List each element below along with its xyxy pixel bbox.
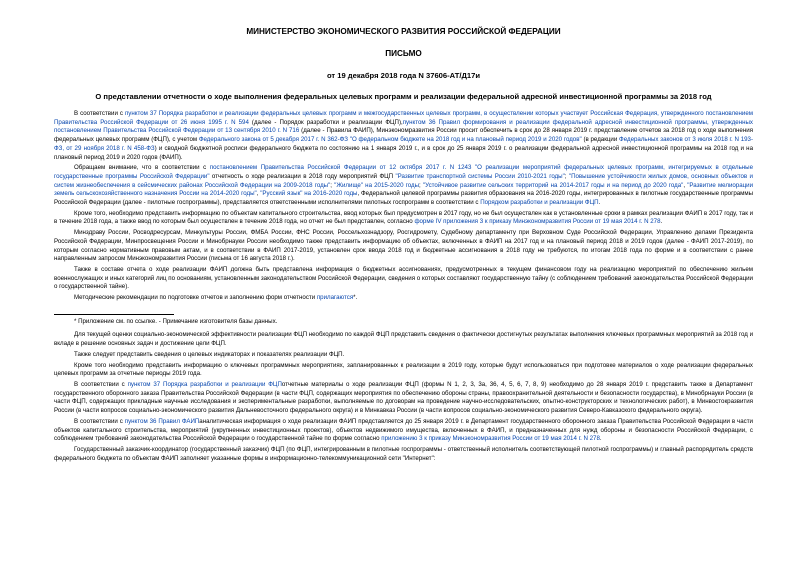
document-subject: О представлении отчетности о ходе выполнения федеральных целевых программ и реализации федеральной адресной инвестиционной программы за 2018 год: [95, 92, 712, 101]
link-fcp-russian-language[interactable]: "Русский язык" на 2016-2020 годы: [260, 190, 358, 198]
link-resolution-1243[interactable]: постановлением Правительства Российской Федерации от 12 октября 2017 г. N 1243 "О реализации мероприятий федеральных целевых программ, интегрируемых в отдельные государственные программы Российской Федерации": [54, 164, 753, 180]
paragraph-7: Для текущей оценки социально-экономической эффективности реализации ФЦП необходимо по каждой ФЦП представить сведения о фактически достигнутых результатах выполнения ключевых программных мероприятий за 2018 год и вкладе в решение основных задач и достижение цели ФЦП.: [54, 331, 753, 348]
link-fcp-procedure[interactable]: Порядком разработки и реализации ФЦП: [480, 199, 599, 207]
paragraph-12: Государственный заказчик-координатор (государственный заказчик) ФЦП (по ФЦП, интегрированным в пилотные госпрограммы - ответственный исполнитель соответствующей пилотной госпрограммы) и главный распорядитель средств федерального бюджета по объектам ФАИП заполняет указанные формы в информационно-телекоммуникационной сети "Интернет":: [54, 445, 753, 462]
document-date-number: от 19 декабря 2018 года N 37606-АТ/Д17и: [326, 71, 481, 80]
paragraph-5: Также в составе отчета о ходе реализации ФАИП должна быть представлена информация о бюджетных ассигнованиях, предусмотренных в текущем финансовом году на реализацию мероприятий по обеспечению жильем военнослужащих и иных категорий лиц по основаниям, установленным законодательством Российской Федерации, сведения о которых составляют государственную тайну (с соблюдением требований законодательства Российской Федерации о государственной тайне).: [54, 265, 753, 291]
link-fcp-transport[interactable]: "Развитие транспортной системы России 2010-2021 годы": [395, 172, 565, 180]
paragraph-4: Минздраву России, Росводресурсам, Минкультуры России, ФМБА России, ФНС России, Россельхознадзору, Росгидромету, Судебному департаменту при Верховном Суде Российской Федерации, Управлению делами Президента Российской Федерации, Минпросвещения России и Минобрнауки России необходимо также представить информацию об объектах, включенных в ФАИП на 2017 год и на плановый период 2018 и 2019 годов (далее - ФАИП 2017-2019), по которым согласно нормативным правовым актам, и в соответствии в ФАИП 2017-2019, установлен срок ввода 2018 год и бюджетные ассигнования в 2018 году не требуются, по итогам 2018 года по форме и в соответствии с ранее направленным запросом Минэкономразвития России (письма от 16 августа 2018 г.).: [54, 229, 753, 263]
paragraph-3: Кроме того, необходимо представить информацию по объектам капитального строительства, ввод которых был предусмотрен в 2017 году, но не был осуществлен как в установленные сроки в рамках реализации ФАИП в 2017 году, так и в течение 2018 года, а также ввод по которым был осуществлен в течение 2018 года, но отчет не был представлен, согласно форме IV приложения 3 к приказу Минэкономразвития России от 19 мая 2014 г. N 278.: [54, 209, 754, 226]
footnote: * Приложение см. по ссылке. - Примечание изготовителя базы данных.: [74, 317, 278, 325]
paragraph-1: В соответствии с пунктом 37 Порядка разработки и реализации федеральных целевых программ и межгосударственных целевых программ, в осуществлении которых участвует Российская Федерация, утвержденного постановлением Правительства Российской Федерации от 26 июня 1995 г. N 594 (далее - Порядок разработки и реализации ФЦП),пунктом 36 Правил формирования и реализации федеральной адресной инвестиционной программы, утвержденных постановлением Правительства Российской Федерации от 13 сентября 2010 г. N 716 (далее - Правила ФАИП), Минэкономразвития России просит обеспечить в срок до 28 января 2019 г. представление отчетов за 2018 год о ходе выполнения федеральных целевых программ (ФЦП), с учетом Федерального закона от 5 декабря 2017 г. N 362-ФЗ "О федеральном бюджете на 2018 год и на плановый период 2019 и 2020 годов" (в редакции Федеральных законов от 3 июля 2018 г. N 193-ФЗ, от 29 ноября 2018 г. N 458-ФЗ) и сводной бюджетной росписи федерального бюджета по состоянию на 1 января 2019 г., и в срок до 25 января 2019 г. о реализации федеральной адресной инвестиционной программы на 2018 год и на плановый период 2019 и 2020 годов (ФАИП).: [54, 110, 753, 161]
paragraph-10: В соответствии с пунктом 37 Порядка разработки и реализации ФЦПотчетные материалы о ходе реализации ФЦП (формы N 1, 2, 3, 3а, 36, 4, 5, 6, 7, 8, 9) необходимо до 28 января 2019 г. представить также в Департамент государственного оборонного заказа Правительства Российской Федерации (в части ФЦП, содержащих мероприятия по обеспечению обороны страны, правоохранительной деятельности и безопасности государства), в Минобрнауки России (в части ФЦП, содержащих прикладные научные исследования и экспериментальные разработки, выполняемые по договорам на проведение научно-исследовательских, опытно-конструкторских и технологических работ), в Минвостокразвития России (в части вопросов социально-экономического развития Дальневосточного федерального округа) и в Минкавказ России (в части вопросов социально-экономического развития Северо-Кавказского федерального округа).: [54, 380, 753, 415]
link-paragraph-37-fcp[interactable]: пунктом 37 Порядка разработки и реализации ФЦП: [127, 380, 282, 388]
paragraph-8: Также следует представить сведения о целевых индикаторах и показателях реализации ФЦП.: [74, 350, 345, 358]
link-federal-laws-amendments[interactable]: Федеральных законов от 3 июля 2018 г. N 193-ФЗ, от 29 ноября 2018 г. N 458-ФЗ: [54, 136, 753, 152]
link-fcp-rural[interactable]: "Устойчивое развитие сельских территорий на 2014-2017 годы и на период до 2020 года": [422, 181, 684, 189]
paragraph-2: Обращаем внимание, что в соответствии с постановлением Правительства Российской Федерации от 12 октября 2017 г. N 1243 "О реализации мероприятий федеральных целевых программ, интегрируемых в отдельные государственные программы Российской Федерации" отчетность о ходе реализации в 2018 году мероприятий ФЦП "Развитие транспортной системы России 2010-2021 годы"; "Повышение устойчивости жилых домов, основных объектов и систем жизнеобеспечения в сейсмических районах Российской Федерации на 2009-2018 годы"; "Жилище" на 2015-2020 годы; "Устойчивое развитие сельских территорий на 2014-2017 годы и на период до 2020 года", "Развитие мелиорации земель сельскохозяйственного назначения России на 2014-2020 годы", "Русский язык" на 2016-2020 годы, Федеральной целевой программы развития образования на 2016-2020 годы, интегрированных в пилотные государственные программы Российской Федерации (далее - пилотные госпрограммы), представляется ответственными исполнителями пилотных госпрограмм в соответствии с Порядком разработки и реализации ФЦП.: [54, 164, 754, 207]
link-fcp-seismic[interactable]: "Повышение устойчивости жилых домов, основных объектов и систем жизнеобеспечения в сейсмических районах Российской Федерации на 2009-2018 годы": [54, 172, 753, 189]
link-paragraph-36-faip[interactable]: пунктом 36 Правил ФАИП: [124, 417, 200, 425]
document-type: ПИСЬМО: [385, 49, 422, 58]
link-fcp-housing[interactable]: "Жилище" на 2015-2020 годы: [334, 181, 420, 189]
link-paragraph-37-procedure[interactable]: пунктом 37 Порядка разработки и реализации федеральных целевых программ и межгосударственных целевых программ, в осуществлении которых участвует Российская Федерация, утвержденного постановлением Правительства Российской Федерации от 26 июня 1995 г. N 594: [54, 110, 753, 126]
link-appendix-3-order-278[interactable]: приложению 3 к приказу Минэкономразвития России от 19 мая 2014 г. N 278: [381, 435, 600, 443]
link-form-iv-appendix-3[interactable]: форме IV приложения 3 к приказу Минэкономразвития России от 19 мая 2014 г. N 278: [414, 218, 661, 226]
paragraph-9: Кроме того необходимо представить информацию о ключевых программных мероприятиях, запланированных к реализации в 2019 году, которые будут использоваться при подготовке материалов о ходе реализации федеральных целевых программ за отчетные периоды 2019 года.: [54, 361, 753, 378]
footnote-separator: [54, 314, 174, 315]
link-appendix[interactable]: прилагаются: [316, 294, 354, 302]
paragraph-6: Методические рекомендации по подготовке отчетов и заполнению форм отчетности прилагаются*.: [74, 294, 358, 302]
link-fcp-melioration[interactable]: "Развитие мелиорации земель сельскохозяйственного назначения России на 2014-2020 годы": [54, 181, 754, 198]
link-paragraph-36-rules[interactable]: пунктом 36 Правил формирования и реализации федеральной адресной инвестиционной программы, утвержденных постановлением Правительства Российской Федерации от 13 сентября 2010 г. N 716: [54, 118, 753, 135]
link-federal-law-362[interactable]: Федерального закона от 5 декабря 2017 г. N 362-ФЗ "О федеральном бюджете на 2018 год и на плановый период 2019 и 2020 годов": [198, 136, 582, 144]
paragraph-11: В соответствии с пунктом 36 Правил ФАИПаналитическая информация о ходе реализации ФАИП представляется до 25 января 2019 г. в Департамент государственного оборонного заказа Правительства Российской Федерации в части объектов капитального строительства, мероприятий (укрупненных инвестиционных проектов), объектов недвижимого имущества, включенных в ФАИП, и предназначенных для нужд обороны и безопасности Российской Федерации, с соблюдением требований законодательства Российской Федерации о государственной тайне по форме согласно приложению 3 к приказу Минэкономразвития России от 19 мая 2014 г. N 278.: [54, 417, 753, 443]
ministry-name: МИНИСТЕРСТВО ЭКОНОМИЧЕСКОГО РАЗВИТИЯ РОССИЙСКОЙ ФЕДЕРАЦИИ: [246, 27, 561, 36]
